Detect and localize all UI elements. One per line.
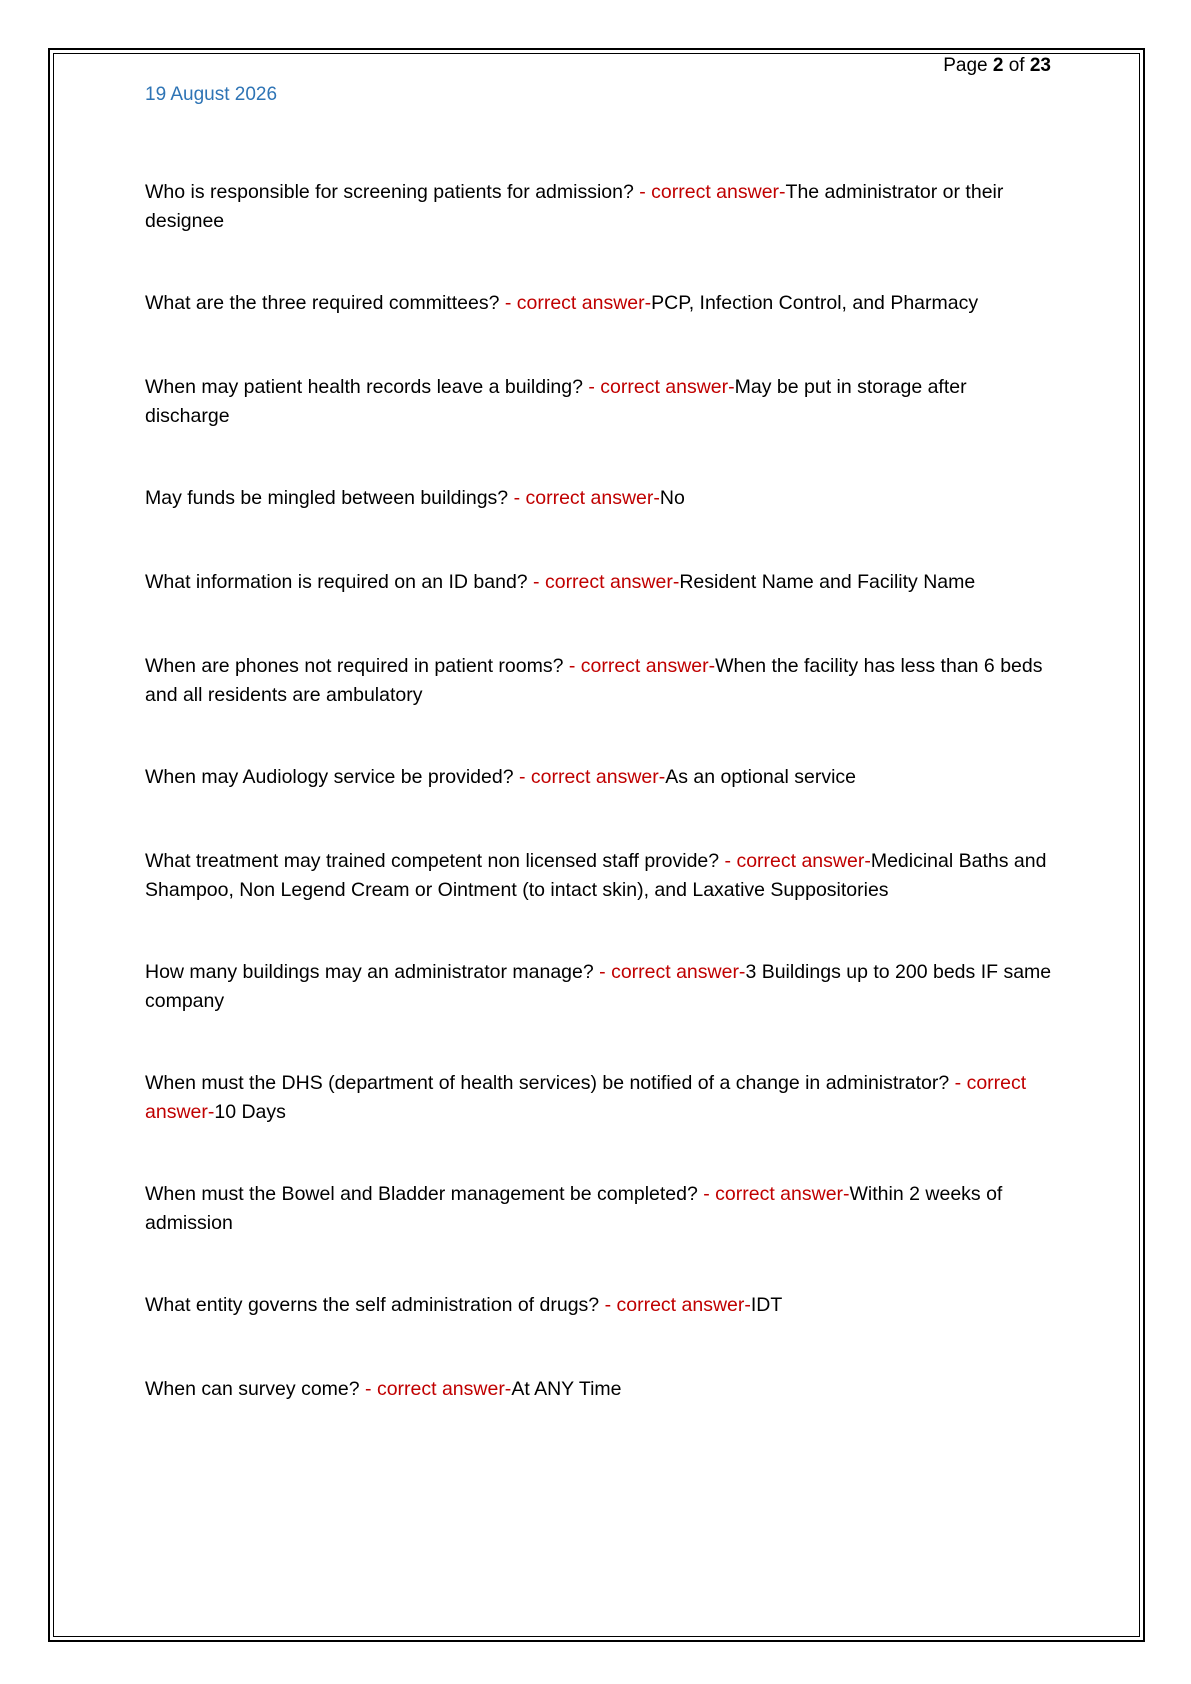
question-text: When must the Bowel and Bladder management be completed? [145,1183,698,1205]
answer-label: - correct answer- [697,1183,850,1205]
question-text: What entity governs the self administration of drugs? [145,1294,600,1316]
document-date: 19 August 2026 [145,84,278,105]
answer-label: - correct answer- [508,487,660,509]
answer-text: No [659,487,685,509]
answer-text: When the facility has less than 6 beds and all residents are ambulatory [145,655,1043,706]
answer-text: As an optional service [665,766,857,788]
answer-label: - correct answer- [719,850,871,872]
answer-label: - correct answer- [599,1294,751,1316]
question-text: May funds be mingled between buildings? [145,487,509,509]
answer-text: IDT [750,1294,783,1316]
answer-text: PCP, Infection Control, and Pharmacy [651,292,979,314]
answer-text: Resident Name and Facility Name [679,571,976,593]
answer-label: - correct answer- [527,571,680,593]
page-total: 23 [1029,55,1051,76]
answer-label: - correct answer- [582,376,735,398]
page-of: of [1008,55,1025,76]
answer-text: The administrator or their designee [145,181,1004,232]
question-text: What are the three required committees? [145,292,500,314]
answer-text: May be put in storage after discharge [145,376,967,427]
question-text: When must the DHS (department of health services) be notified of a change in administrator? [145,1072,950,1094]
question-text: When are phones not required in patient rooms? [145,655,564,677]
page-prefix: Page [943,55,988,76]
question-text: When can survey come? [145,1378,360,1400]
answer-label: - correct answer- [633,181,786,203]
answer-label: - correct answer- [593,961,746,983]
answer-text: 10 Days [214,1101,286,1123]
page-current: 2 [992,55,1004,76]
answer-label: - correct answer- [145,1072,1027,1123]
question-text: When may Audiology service be provided? [145,766,514,788]
answer-label: - correct answer- [513,766,666,788]
answer-label: - correct answer- [499,292,652,314]
answer-text: Within 2 weeks of admission [145,1183,1003,1234]
question-text: What information is required on an ID band? [145,571,528,593]
answer-label: - correct answer- [359,1378,512,1400]
answer-text: Medicinal Baths and Shampoo, Non Legend Cream or Ointment (to intact skin), and Laxative Suppositories [145,850,1047,901]
question-text: Who is responsible for screening patients for admission? [145,181,634,203]
question-text: What treatment may trained competent non licensed staff provide? [145,850,720,872]
question-text: When may patient health records leave a building? [145,376,583,398]
answer-text: 3 Buildings up to 200 beds IF same company [145,961,1052,1012]
page-number [943,53,1051,79]
answer-text: At ANY Time [511,1378,622,1400]
question-text: How many buildings may an administrator manage? [145,961,594,983]
answer-label: - correct answer- [563,655,716,677]
